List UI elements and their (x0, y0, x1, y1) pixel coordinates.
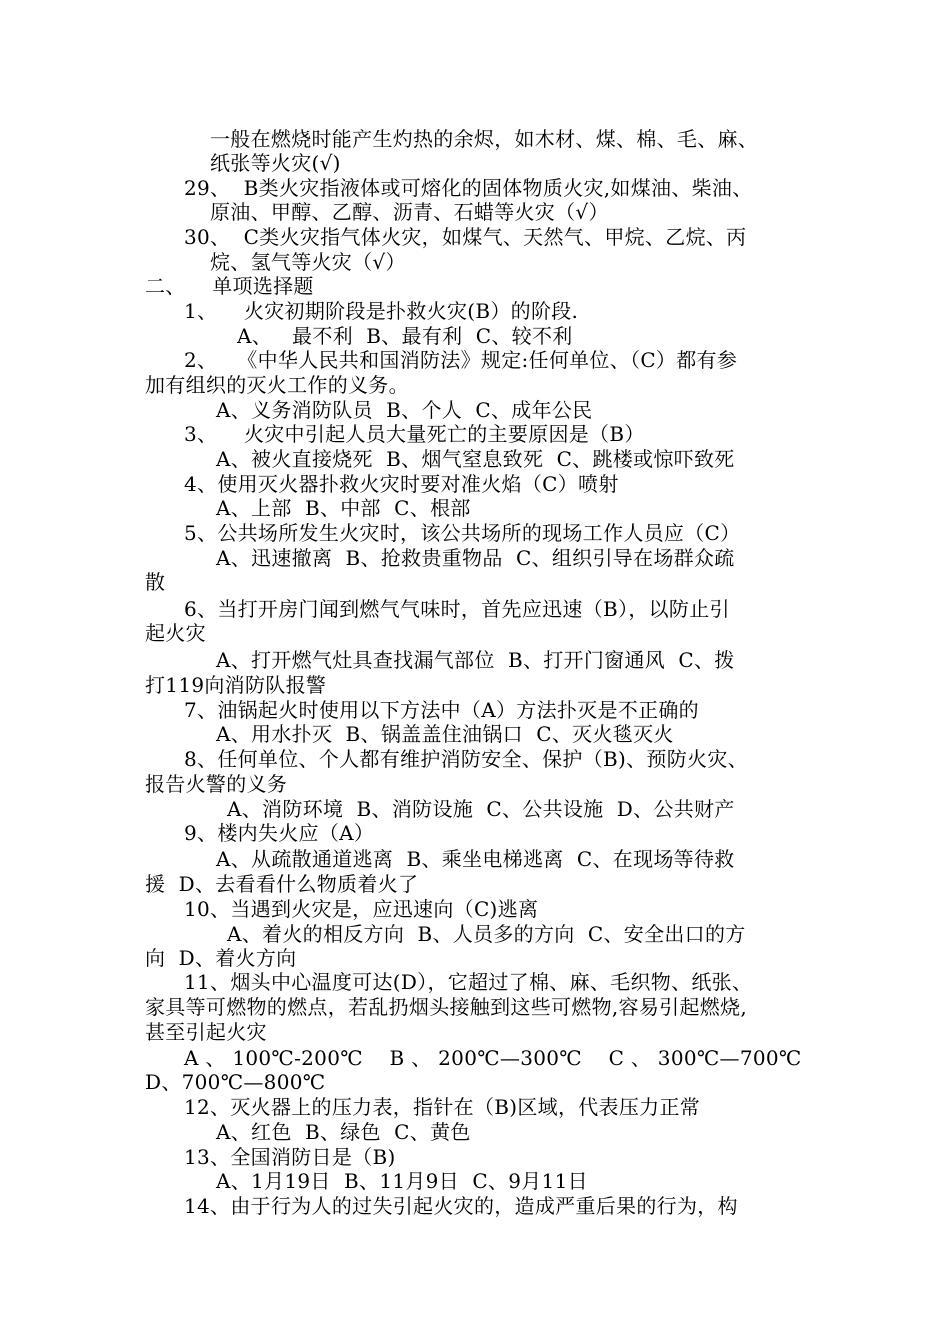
options-13: A、1月19日 B、11月9日 C、9月11日 (216, 1169, 588, 1193)
options-2: A、义务消防队员 B、个人 C、成年公民 (216, 398, 593, 422)
options-4: A、上部 B、中部 C、根部 (216, 496, 471, 520)
options-8: A、消防环境 B、消防设施 C、公共设施 D、公共财产 (227, 797, 735, 821)
text-line: 30、 C类火灾指气体火灾，如煤气、天然气、甲烷、乙烷、丙 (184, 225, 747, 249)
options-1: A、 最不利 B、最有利 C、较不利 (237, 324, 573, 348)
text-line: 纸张等火灾(√) (210, 151, 341, 175)
question-1: 1、 火灾初期阶段是扑救火灾(B）的阶段. (184, 299, 579, 323)
options-11: A 、 100℃-200℃ B 、 200℃—300℃ C 、 300℃—700℃ (184, 1046, 802, 1070)
question-7: 7、油锅起火时使用以下方法中（A）方法扑灭是不正确的 (184, 698, 699, 722)
options-12: A、红色 B、绿色 C、黄色 (216, 1120, 471, 1144)
text-line: 加有组织的灭火工作的义务。 (145, 373, 409, 397)
question-2: 2、 《中华人民共和国消防法》规定:任何单位、（C）都有参 (184, 348, 738, 372)
question-8: 8、任何单位、个人都有维护消防安全、保护（B)、预防火灾、 (184, 747, 748, 771)
text-line: 原油、甲醇、乙醇、沥青、石蜡等火灾（√） (210, 200, 609, 224)
text-line: 29、 B类火灾指液体或可熔化的固体物质火灾,如煤油、柴油、 (184, 176, 753, 200)
question-4: 4、使用灭火器扑救火灾时要对准火焰（C）喷射 (184, 472, 619, 496)
text-line: 打119向消防队报警 (145, 673, 327, 697)
question-3: 3、 火灾中引起人员大量死亡的主要原因是（B） (184, 422, 645, 446)
text-line: 甚至引起火灾 (145, 1020, 267, 1044)
text-line: 向 D、着火方向 (145, 946, 297, 970)
question-12: 12、灭火器上的压力表，指针在（B)区域，代表压力正常 (184, 1095, 701, 1119)
text-line: 一般在燃烧时能产生灼热的余烬，如木材、煤、棉、毛、麻、 (210, 127, 759, 151)
question-5: 5、公共场所发生火灾时，该公共场所的现场工作人员应（C） (184, 521, 741, 545)
options-10: A、着火的相反方向 B、人员多的方向 C、安全出口的方 (227, 922, 746, 946)
options-6: A、打开燃气灶具查找漏气部位 B、打开门窗通风 C、拨 (216, 648, 735, 672)
text-line: 报告火警的义务 (145, 772, 288, 796)
text-line: 援 D、去看看什么物质着火了 (145, 872, 419, 896)
options-3: A、被火直接烧死 B、烟气窒息致死 C、跳楼或惊吓致死 (216, 447, 735, 471)
question-13: 13、全国消防日是（B) (184, 1145, 396, 1169)
text-line: 起火灾 (145, 621, 206, 645)
question-10: 10、当遇到火灾是，应迅速向（C)逃离 (184, 897, 539, 921)
options-9: A、从疏散通道逃离 B、乘坐电梯逃离 C、在现场等待救 (216, 847, 735, 871)
question-6: 6、当打开房门闻到燃气气味时，首先应迅速（B），以防止引 (184, 597, 730, 621)
question-11: 11、烟头中心温度可达(D），它超过了棉、麻、毛织物、纸张、 (184, 970, 753, 994)
section-heading: 二、 单项选择题 (145, 274, 314, 298)
options-5: A、迅速撤离 B、抢救贵重物品 C、组织引导在场群众疏 (216, 546, 735, 570)
question-14: 14、由于行为人的过失引起火灾的，造成严重后果的行为，构 (184, 1194, 738, 1218)
text-line: D、700℃—800℃ (145, 1070, 326, 1094)
question-9: 9、楼内失火应（A） (184, 821, 375, 845)
text-line: 散 (145, 570, 166, 594)
options-7: A、用水扑灭 B、锅盖盖住油锅口 C、灭火毯灭火 (216, 722, 674, 746)
text-line: 家具等可燃物的燃点，若乱扔烟头接触到这些可燃物,容易引起燃烧, (145, 995, 748, 1019)
text-line: 烷、氢气等火灾（√） (210, 250, 406, 274)
